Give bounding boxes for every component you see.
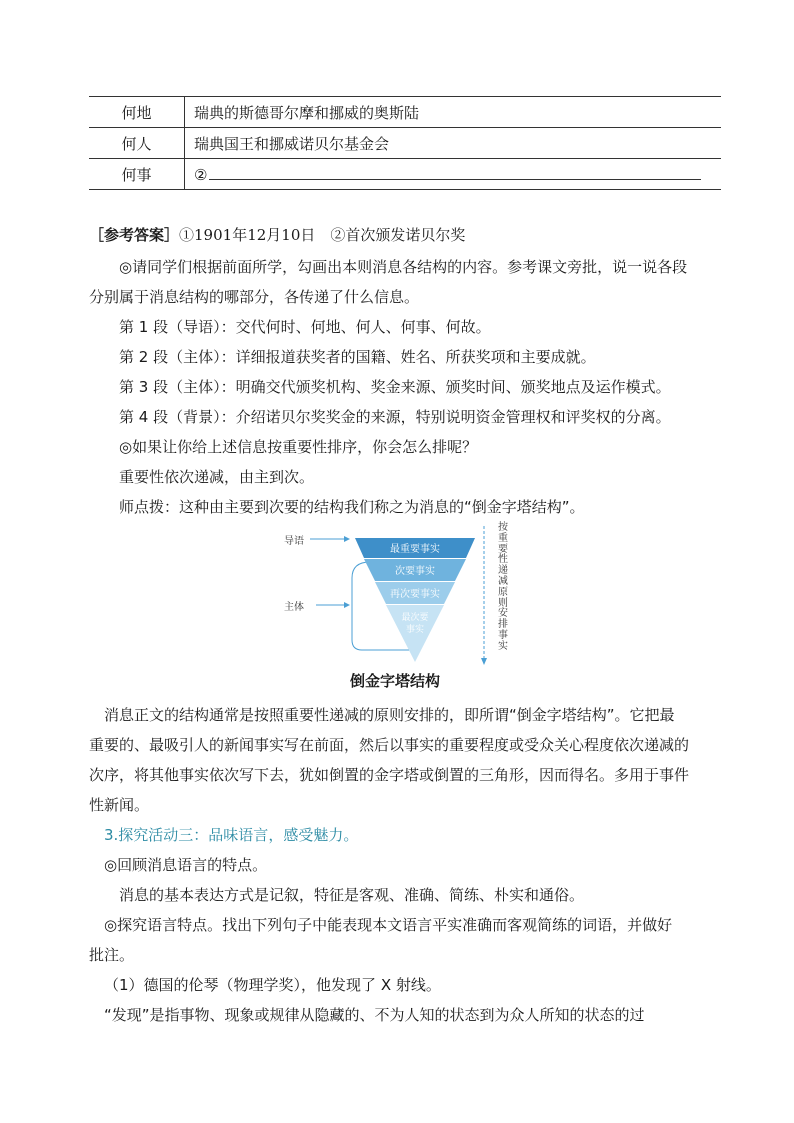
prompt-4-line-2: 批注。 bbox=[89, 946, 135, 964]
segment-4: 第 4 段（背景）：介绍诺贝尔奖奖金的来源，特别说明资金管理权和评奖权的分离。 bbox=[119, 408, 671, 426]
reference-answer bbox=[89, 225, 465, 245]
segment-2: 第 2 段（主体）：详细报道获奖者的国籍、姓名、所获奖项和主要成就。 bbox=[119, 348, 596, 366]
level-1-text: 最重要事实 bbox=[390, 544, 440, 555]
level-4-text-b: 事实 bbox=[405, 625, 425, 635]
activity-3-heading: 3.探究活动三：品味语言，感受魅力。 bbox=[104, 826, 359, 844]
teacher-note: 师点拨：这种由主要到次要的结构我们称之为消息的“倒金字塔结构”。 bbox=[119, 498, 585, 516]
prompt-4-line-1: ◎探究语言特点。找出下列句子中能表现本文语言平实准确而客观简练的词语，并做好 bbox=[104, 916, 673, 934]
body-label: 主体 bbox=[284, 602, 304, 613]
para-line-4: 性新闻。 bbox=[89, 796, 150, 814]
answer-text: ①1901年12月10日 ②首次颁发诺贝尔奖 bbox=[179, 226, 466, 244]
prompt-3: ◎回顾消息语言的特点。 bbox=[104, 856, 268, 874]
level-3-text: 再次要事实 bbox=[390, 589, 440, 600]
table-row bbox=[89, 97, 721, 128]
level-4-text-a: 最次要 bbox=[401, 613, 429, 623]
answer-3: 消息的基本表达方式是记叙，特征是客观、准确、简练、朴实和通俗。 bbox=[119, 886, 585, 904]
table-row bbox=[89, 159, 721, 190]
segment-1: 第 1 段（导语）：交代何时、何地、何人、何事、何故。 bbox=[119, 318, 491, 336]
para-line-3: 次序，将其他事实依次写下去，犹如倒置的金字塔或倒置的三角形，因而得名。多用于事件 bbox=[89, 766, 690, 784]
table-value: 瑞典国王和挪威诺贝尔基金会 bbox=[185, 128, 722, 159]
side-vertical-text: 按重要性递减原则安排事实 bbox=[498, 522, 508, 652]
answer-2: 重要性依次递减，由主到次。 bbox=[119, 468, 315, 486]
fill-blank bbox=[209, 165, 701, 180]
table-row bbox=[89, 128, 721, 159]
para-line-2: 重要的、最吸引人的新闻事实写在前面，然后以事实的重要程度或受众关心程度依次递减的 bbox=[89, 736, 690, 754]
table-key: 何地 bbox=[89, 97, 185, 128]
diagram-caption: 倒金字塔结构 bbox=[350, 672, 441, 690]
table-value: 瑞典的斯德哥尔摩和挪威的奥斯陆 bbox=[185, 97, 722, 128]
prompt-2: ◎如果让你给上述信息按重要性排序，你会怎么排呢？ bbox=[119, 438, 478, 456]
segment-3: 第 3 段（主体）：明确交代颁奖机构、奖金来源、颁奖时间、颁奖地点及运作模式。 bbox=[119, 378, 671, 396]
table-value-blank bbox=[185, 159, 722, 190]
level-2-text: 次要事实 bbox=[395, 566, 435, 577]
prompt-1-line-1: ◎请同学们根据前面所学，勾画出本则消息各结构的内容。参考课文旁批，说一说各段 bbox=[119, 258, 688, 276]
para-line-1: 消息正文的结构通常是按照重要性递减的原则安排的，即所谓“倒金字塔结构”。它把最 bbox=[104, 706, 675, 724]
prompt-1-line-2: 分别属于消息结构的哪部分，各传递了什么信息。 bbox=[89, 288, 420, 306]
table-key: 何人 bbox=[89, 128, 185, 159]
circled-number: ② bbox=[194, 165, 208, 184]
table-key: 何事 bbox=[89, 159, 185, 190]
lead-label: 导语 bbox=[284, 536, 304, 547]
explain-1: “发现”是指事物、现象或规律从隐藏的、不为人知的状态到为众人所知的状态的过 bbox=[104, 1006, 645, 1024]
info-table bbox=[89, 96, 721, 190]
answer-label: ［参考答案］ bbox=[89, 226, 180, 244]
example-1: （1）德国的伦琴（物理学奖），他发现了 X 射线。 bbox=[104, 976, 441, 994]
pyramid-graphic bbox=[300, 522, 520, 667]
